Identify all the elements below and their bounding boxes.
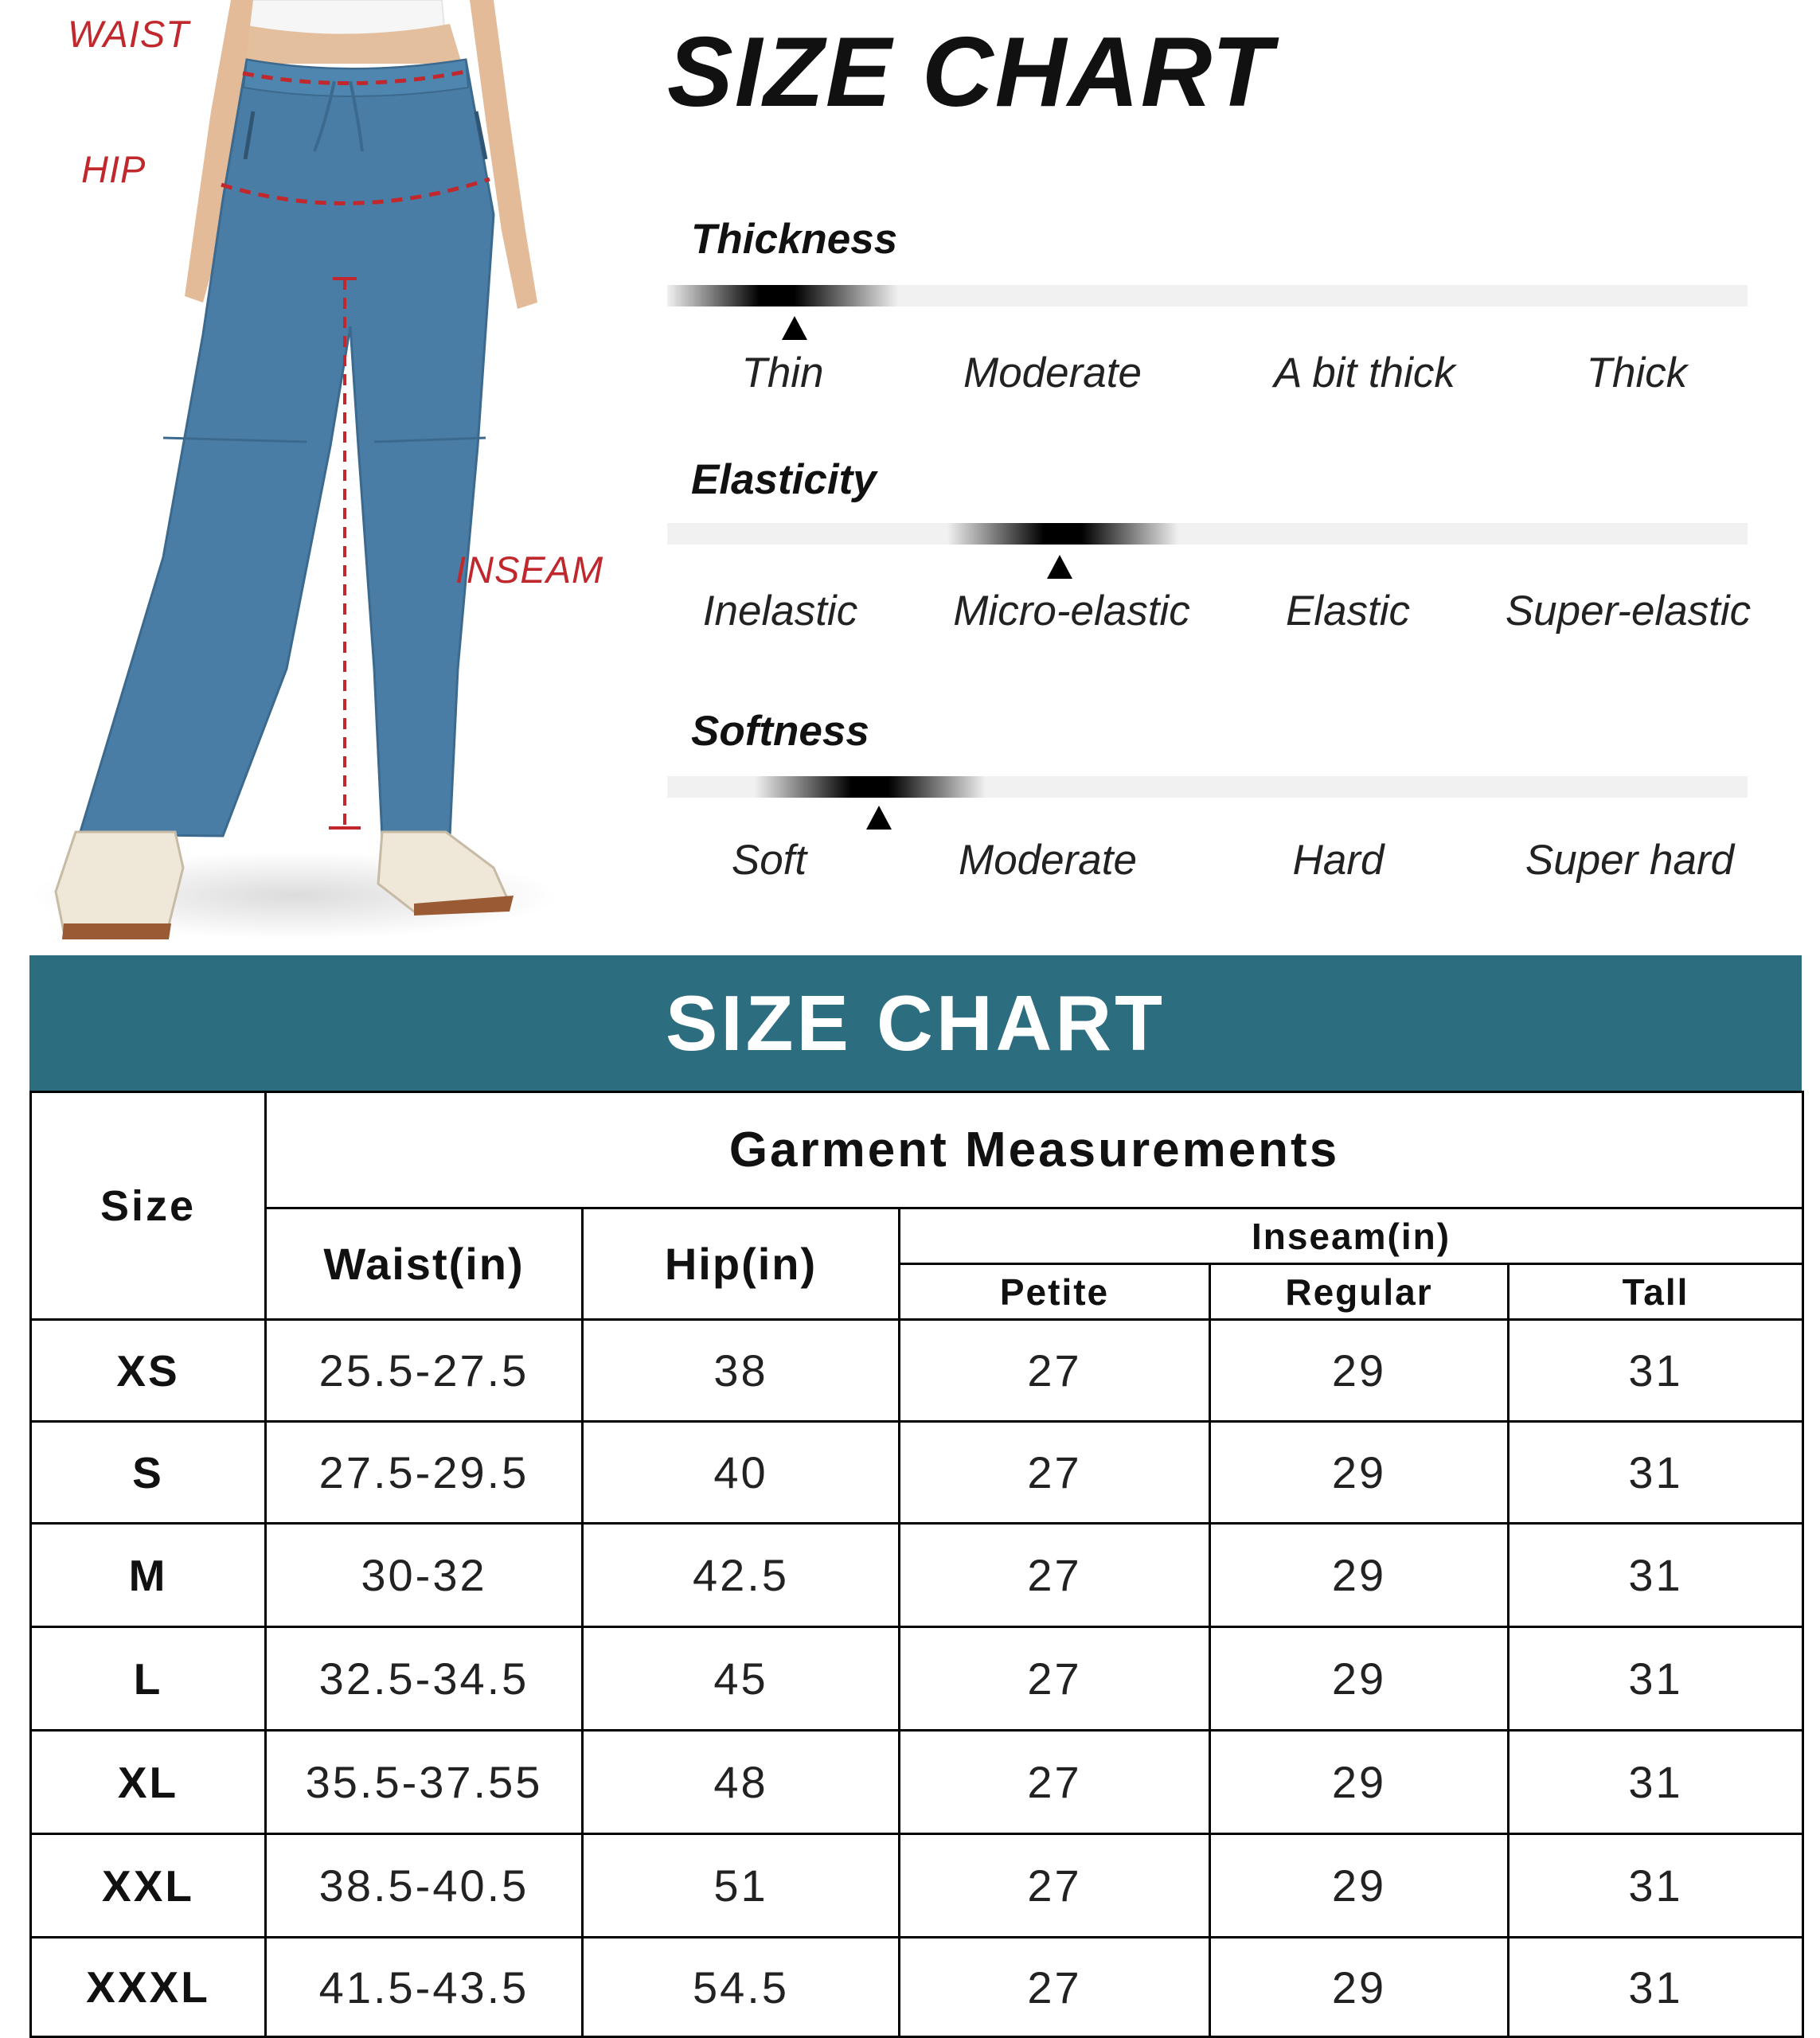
scale-indicator xyxy=(755,776,986,798)
page-title: SIZE CHART xyxy=(667,18,1274,127)
regular-cell: 29 xyxy=(1210,1938,1509,2037)
petite-cell: 27 xyxy=(900,1320,1210,1422)
waist-header: Waist(in) xyxy=(266,1208,583,1320)
scale-option: A bit thick xyxy=(1274,349,1455,396)
scale-option: Moderate xyxy=(963,349,1142,396)
table-row xyxy=(31,1938,1803,2037)
petite-cell: 27 xyxy=(900,1938,1210,2037)
scale-option: Inelastic xyxy=(702,588,858,634)
model-illustration xyxy=(0,0,621,951)
scale-option: Elastic xyxy=(1285,588,1411,634)
regular-cell: 29 xyxy=(1210,1320,1509,1422)
size-cell: M xyxy=(31,1524,266,1627)
scale-title: Elasticity xyxy=(691,456,877,503)
tall-cell: 31 xyxy=(1509,1422,1803,1524)
scale-option: Thin xyxy=(741,349,824,396)
scale-title: Thickness xyxy=(691,216,898,263)
tall-cell: 31 xyxy=(1509,1627,1803,1731)
petite-cell: 27 xyxy=(900,1834,1210,1938)
regular-cell: 29 xyxy=(1210,1627,1509,1731)
hip-cell: 45 xyxy=(583,1627,900,1731)
scale-indicator xyxy=(947,523,1178,545)
scale-option: Soft xyxy=(731,837,807,884)
size-chart-banner xyxy=(29,955,1802,1091)
table-row xyxy=(31,1627,1803,1731)
table-row xyxy=(31,1524,1803,1627)
selected-marker-icon xyxy=(1047,555,1072,579)
regular-header: Regular xyxy=(1210,1264,1509,1320)
garment-measurements-header: Garment Measurements xyxy=(266,1092,1803,1208)
thickness-scale xyxy=(667,215,1748,406)
size-chart-table xyxy=(29,1091,1804,2038)
scale-option: Hard xyxy=(1292,837,1385,884)
table-row xyxy=(31,1320,1803,1422)
table-row xyxy=(31,1834,1803,1938)
size-cell: XS xyxy=(31,1320,266,1422)
scale-track xyxy=(667,776,1748,798)
tall-cell: 31 xyxy=(1509,1731,1803,1834)
table-row xyxy=(31,1422,1803,1524)
scale-track xyxy=(667,285,1748,306)
waist-cell: 41.5-43.5 xyxy=(266,1938,583,2037)
petite-cell: 27 xyxy=(900,1731,1210,1834)
tall-cell: 31 xyxy=(1509,1938,1803,2037)
waist-cell: 38.5-40.5 xyxy=(266,1834,583,1938)
hip-cell: 38 xyxy=(583,1320,900,1422)
size-cell: XXXL xyxy=(31,1938,266,2037)
regular-cell: 29 xyxy=(1210,1834,1509,1938)
banner-title: SIZE CHART xyxy=(666,978,1166,1067)
size-header: Size xyxy=(31,1092,266,1320)
selected-marker-icon xyxy=(782,316,807,340)
tall-cell: 31 xyxy=(1509,1320,1803,1422)
waist-cell: 35.5-37.55 xyxy=(266,1731,583,1834)
petite-cell: 27 xyxy=(900,1524,1210,1627)
scale-option: Micro-elastic xyxy=(953,588,1190,634)
size-cell: XL xyxy=(31,1731,266,1834)
scale-track xyxy=(667,523,1748,545)
size-cell: XXL xyxy=(31,1834,266,1938)
table-row xyxy=(31,1731,1803,1834)
waist-cell: 27.5-29.5 xyxy=(266,1422,583,1524)
hip-cell: 42.5 xyxy=(583,1524,900,1627)
waist-cell: 30-32 xyxy=(266,1524,583,1627)
tall-header: Tall xyxy=(1509,1264,1803,1320)
regular-cell: 29 xyxy=(1210,1422,1509,1524)
hip-cell: 51 xyxy=(583,1834,900,1938)
size-chart-table-section xyxy=(29,955,1802,2036)
softness-scale xyxy=(667,707,1748,898)
hip-header: Hip(in) xyxy=(583,1208,900,1320)
scale-title: Softness xyxy=(691,708,869,755)
regular-cell: 29 xyxy=(1210,1731,1509,1834)
pants-model-figure xyxy=(0,0,621,951)
scale-option: Super-elastic xyxy=(1505,588,1752,634)
waist-cell: 25.5-27.5 xyxy=(266,1320,583,1422)
scale-option: Thick xyxy=(1586,349,1688,396)
petite-cell: 27 xyxy=(900,1627,1210,1731)
scale-option: Super hard xyxy=(1525,837,1735,884)
hip-label: HIP xyxy=(81,148,146,190)
inseam-header: Inseam(in) xyxy=(900,1208,1803,1264)
elasticity-scale xyxy=(667,455,1752,646)
hip-cell: 48 xyxy=(583,1731,900,1834)
size-cell: S xyxy=(31,1422,266,1524)
hip-cell: 40 xyxy=(583,1422,900,1524)
size-cell: L xyxy=(31,1627,266,1731)
petite-header: Petite xyxy=(900,1264,1210,1320)
regular-cell: 29 xyxy=(1210,1524,1509,1627)
tall-cell: 31 xyxy=(1509,1834,1803,1938)
scale-indicator xyxy=(667,285,898,306)
waist-cell: 32.5-34.5 xyxy=(266,1627,583,1731)
petite-cell: 27 xyxy=(900,1422,1210,1524)
waist-label: WAIST xyxy=(68,13,189,55)
hip-cell: 54.5 xyxy=(583,1938,900,2037)
inseam-label: INSEAM xyxy=(455,549,604,591)
scale-option: Moderate xyxy=(959,837,1137,884)
selected-marker-icon xyxy=(866,806,892,830)
tall-cell: 31 xyxy=(1509,1524,1803,1627)
